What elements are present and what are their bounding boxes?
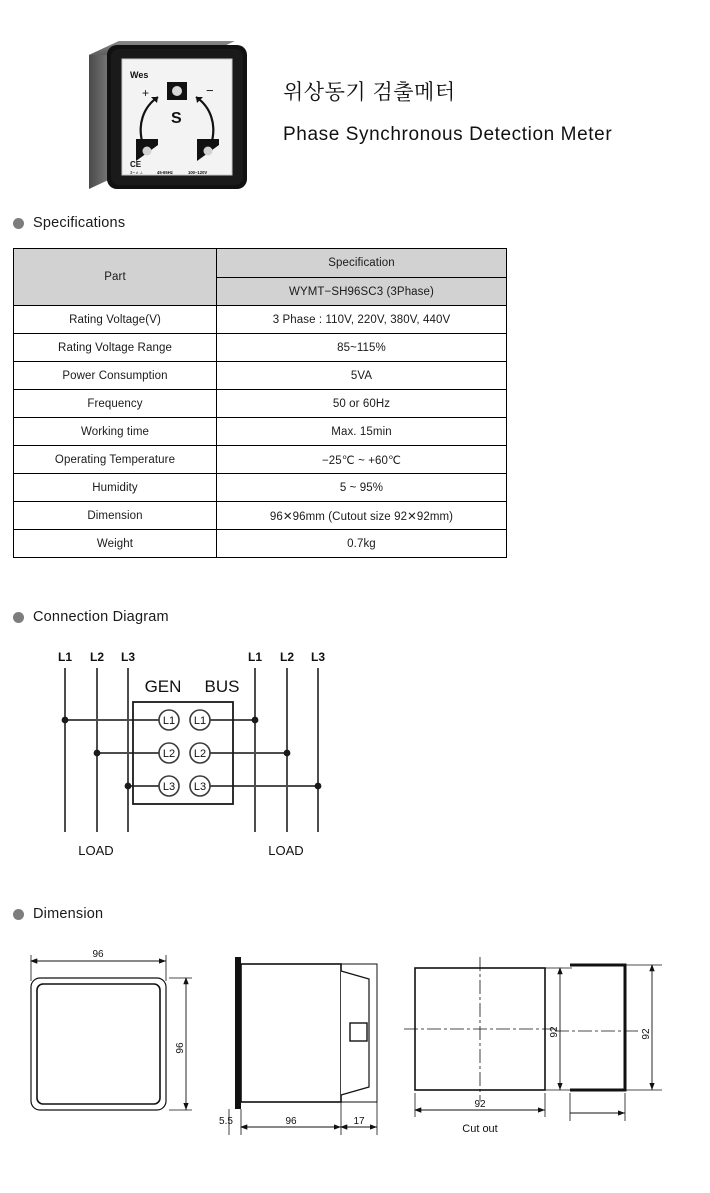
table-cell-value: 3 Phase : 110V, 220V, 380V, 440V — [217, 306, 507, 334]
table-row — [14, 390, 507, 418]
conn-terminal-label-bus-l2: L2 — [193, 748, 207, 760]
svg-text:3~ ≠ ⊥: 3~ ≠ ⊥ — [130, 170, 144, 175]
svg-text:CE: CE — [130, 160, 142, 169]
table-row — [14, 306, 507, 334]
section-heading-specifications — [13, 215, 125, 231]
section-label-connection-diagram: Connection Diagram — [33, 609, 169, 625]
header-cell-specification: Specification — [217, 249, 507, 278]
conn-terminal-label-gen-l1: L1 — [162, 715, 176, 727]
dimension-drawings — [0, 935, 710, 1160]
dim-rear-height-label: 92 — [641, 1028, 652, 1040]
svg-text:−: − — [206, 83, 214, 98]
conn-caption-gen: GEN — [144, 677, 182, 696]
table-cell-part: Weight — [14, 530, 217, 558]
conn-dot-right-l2 — [284, 750, 291, 757]
bullet-icon — [13, 909, 24, 920]
table-cell-part: Rating Voltage Range — [14, 334, 217, 362]
conn-dot-left-l2 — [94, 750, 101, 757]
svg-text:+: + — [142, 86, 150, 100]
table-row — [14, 530, 507, 558]
header-cell-model: WYMT−SH96SC3 (3Phase) — [217, 278, 507, 306]
dim-front-height-label: 96 — [175, 1042, 186, 1054]
dim-side-rear-label: 17 — [353, 1116, 365, 1127]
conn-terminal-label-bus-l1: L1 — [193, 715, 207, 727]
conn-terminal-label-gen-l3: L3 — [162, 781, 176, 793]
table-row — [14, 418, 507, 446]
conn-phase-label-right-l3: L3 — [310, 650, 326, 664]
table-row — [14, 474, 507, 502]
svg-text:100~120V: 100~120V — [188, 170, 208, 175]
specifications-table — [13, 248, 507, 558]
dim-cutout-caption: Cut out — [462, 1123, 498, 1135]
dim-rear-view — [555, 965, 662, 1121]
table-cell-part: Frequency — [14, 390, 217, 418]
table-cell-part: Power Consumption — [14, 362, 217, 390]
conn-caption-bus: BUS — [204, 677, 240, 696]
header-cell-part: Part — [14, 249, 217, 306]
table-cell-value: 5VA — [217, 362, 507, 390]
conn-terminal-label-bus-l3: L3 — [193, 781, 207, 793]
conn-dot-left-l1 — [62, 717, 69, 724]
dim-front-view — [31, 949, 192, 1110]
table-cell-value: 96✕96mm (Cutout size 92✕92mm) — [217, 502, 507, 530]
table-cell-part: Dimension — [14, 502, 217, 530]
connection-diagram — [0, 640, 420, 870]
dim-cutout-view — [404, 957, 572, 1135]
dim-cutout-width-label: 92 — [474, 1099, 486, 1110]
dim-cutout-height-label: 92 — [549, 1026, 560, 1038]
table-cell-value: 50 or 60Hz — [217, 390, 507, 418]
table-cell-value: Max. 15min — [217, 418, 507, 446]
table-cell-value: 5 ~ 95% — [217, 474, 507, 502]
section-label-dimension: Dimension — [33, 906, 104, 922]
table-cell-part: Operating Temperature — [14, 446, 217, 474]
section-heading-dimension — [13, 906, 103, 922]
bullet-icon — [13, 612, 24, 623]
table-row — [14, 362, 507, 390]
dim-side-bezel-label: 5.5 — [219, 1116, 233, 1127]
product-title-english: Phase Synchronous Detection Meter — [283, 124, 613, 145]
table-row — [14, 334, 507, 362]
table-header-row — [14, 249, 507, 278]
dim-front-width-label: 96 — [92, 949, 104, 960]
table-cell-part: Humidity — [14, 474, 217, 502]
section-heading-connection-diagram — [13, 609, 169, 625]
table-row — [14, 446, 507, 474]
dim-side-body-label: 96 — [285, 1116, 297, 1127]
hero-header — [0, 0, 710, 205]
conn-phase-label-right-l1: L1 — [247, 650, 263, 664]
svg-text:Wes: Wes — [130, 70, 149, 80]
conn-load-label-left: LOAD — [78, 843, 114, 858]
table-cell-value: 0.7kg — [217, 530, 507, 558]
conn-dot-left-l3 — [125, 783, 132, 790]
product-titles — [283, 78, 703, 148]
conn-phase-label-left-l3: L3 — [120, 650, 136, 664]
conn-phase-label-left-l1: L1 — [57, 650, 73, 664]
svg-text:S: S — [171, 110, 182, 127]
bullet-icon — [13, 218, 24, 229]
table-cell-value: −25℃ ~ +60℃ — [217, 446, 507, 474]
table-cell-value: 85~115% — [217, 334, 507, 362]
section-label-specifications: Specifications — [33, 215, 126, 231]
product-photo — [85, 27, 265, 195]
conn-phase-label-right-l2: L2 — [279, 650, 295, 664]
conn-phase-label-left-l2: L2 — [89, 650, 105, 664]
conn-dot-right-l1 — [252, 717, 259, 724]
table-cell-part: Rating Voltage(V) — [14, 306, 217, 334]
conn-dot-right-l3 — [315, 783, 322, 790]
table-row — [14, 502, 507, 530]
table-cell-part: Working time — [14, 418, 217, 446]
product-title-korean: 위상동기 검출메터 — [283, 81, 456, 104]
conn-terminal-label-gen-l2: L2 — [162, 748, 176, 760]
conn-load-label-right: LOAD — [268, 843, 304, 858]
dim-side-view — [219, 957, 377, 1135]
svg-text:45-65Hz: 45-65Hz — [157, 170, 173, 175]
